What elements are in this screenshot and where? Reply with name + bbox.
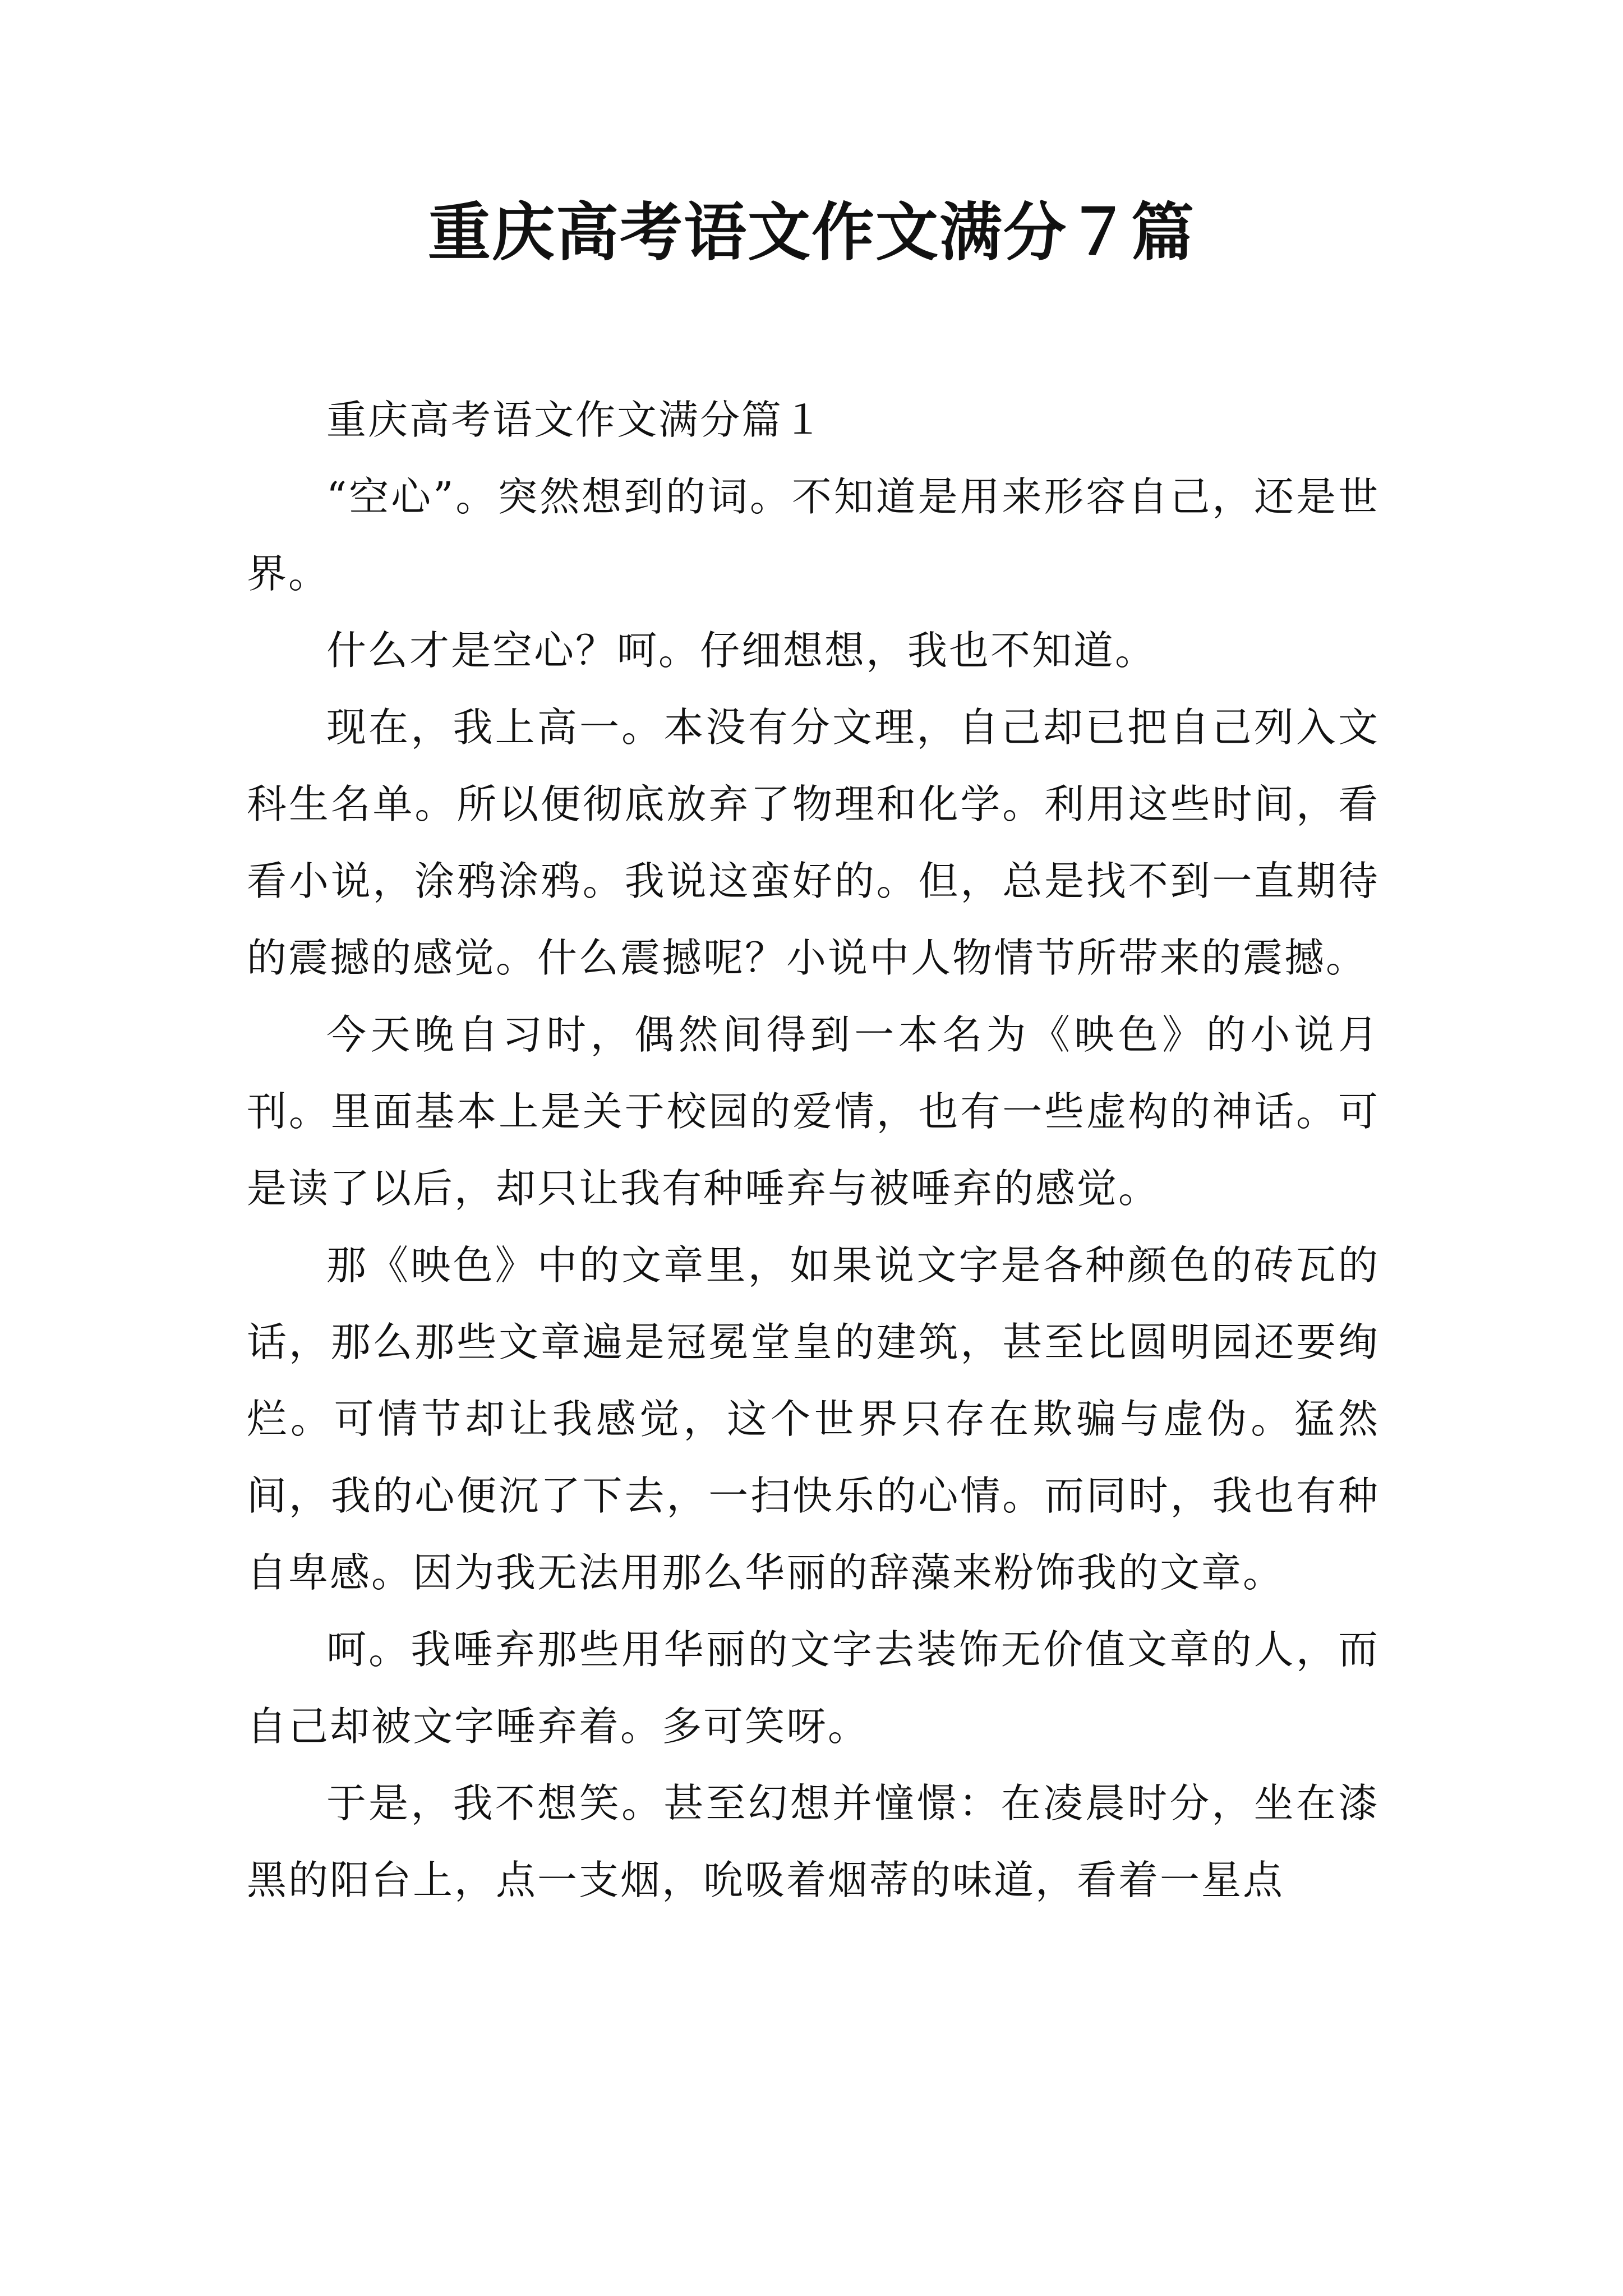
section-heading: 重庆高考语文作文满分篇１: [326, 397, 825, 443]
paragraph: 什么才是空心？呵。仔细想想，我也不知道。: [326, 627, 1157, 674]
paragraph: “空心”。突然想到的词。不知道是用来形容自己，还是世界。: [247, 473, 1380, 597]
paragraph: 今天晚自习时，偶然间得到一本名为《映色》的小说月刊。里面基本上是关于校园的爱情，也有一些虚构的神话。可是读了以后，却只让我有种唾弃与被唾弃的感觉。: [247, 1011, 1380, 1212]
document-title: 重庆高考语文作文满分７篇: [428, 196, 1195, 269]
paragraph: 现在，我上高一。本没有分文理，自己却已把自己列入文科生名单。所以便彻底放弃了物理和化学。利用这些时间，看看小说，涂鸦涂鸦。我说这蛮好的。但，总是找不到一直期待的震撼的感觉。什么震撼呢？小说中人物情节所带来的震撼。: [247, 704, 1380, 981]
document-body: [247, 381, 1380, 1918]
paragraph: 那《映色》中的文章里，如果说文字是各种颜色的砖瓦的话，那么那些文章遍是冠冕堂皇的建筑，甚至比圆明园还要绚烂。可情节却让我感觉，这个世界只存在欺骗与虚伪。猛然间，我的心便沉了下去，一扫快乐的心情。而同时，我也有种自卑感。因为我无法用那么华丽的辞藻来粉饰我的文章。: [247, 1242, 1380, 1596]
paragraph: 于是，我不想笑。甚至幻想并憧憬：在凌晨时分，坐在漆黑的阳台上，点一支烟，吮吸着烟蒂的味道，看着一星点: [247, 1780, 1380, 1903]
paragraph: 呵。我唾弃那些用华丽的文字去装饰无价值文章的人，而自己却被文字唾弃着。多可笑呀。: [247, 1626, 1380, 1750]
